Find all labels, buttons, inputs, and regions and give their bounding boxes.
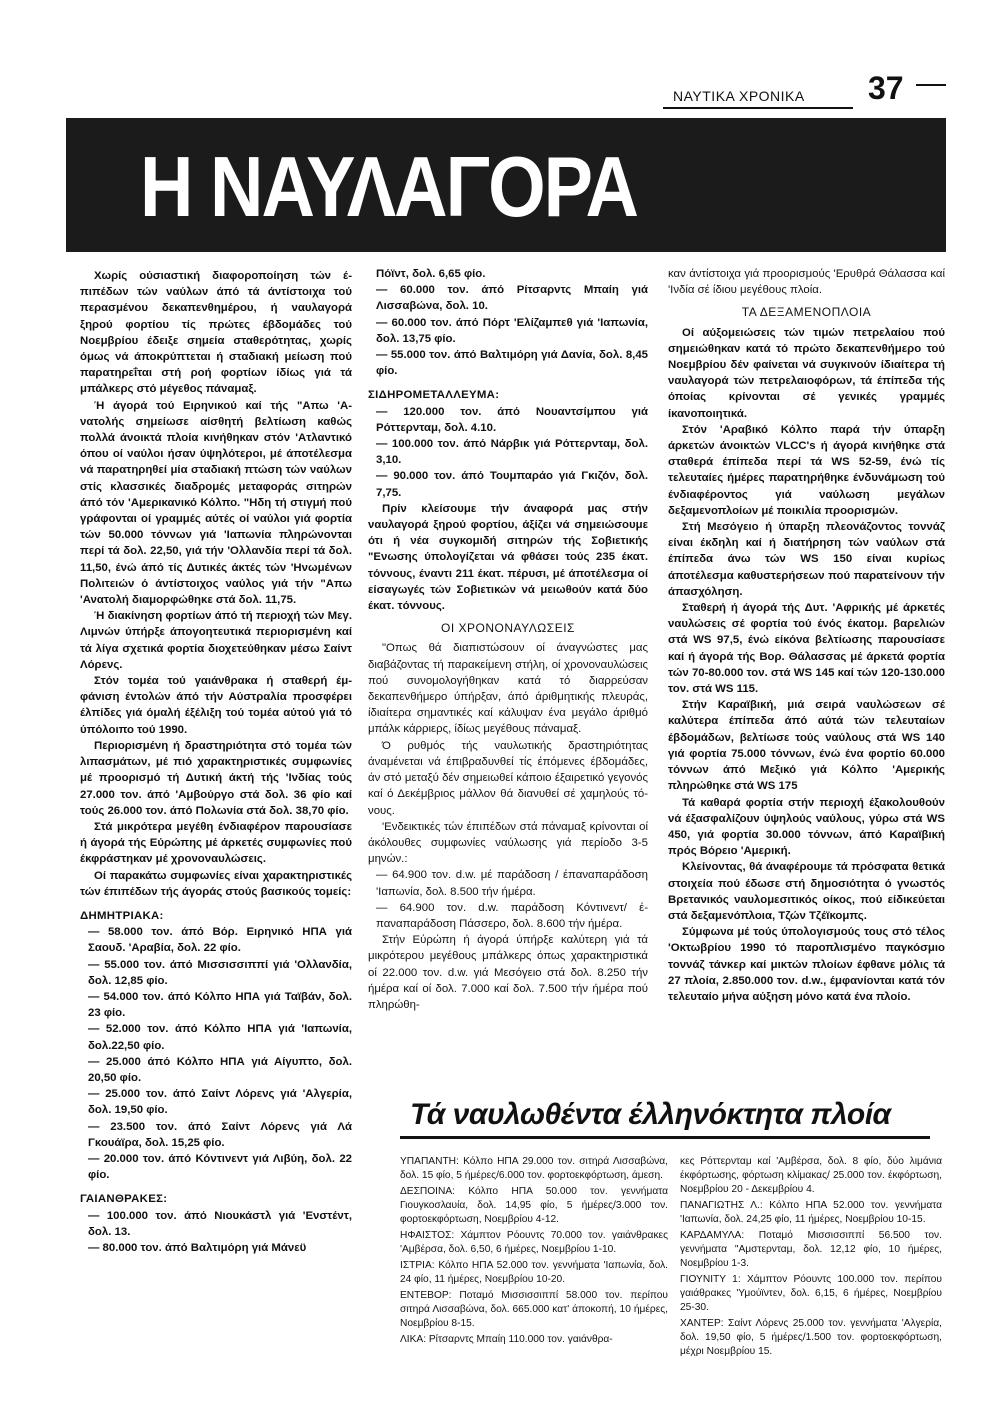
paragraph: Σταθερή ή άγορά τής Δυτ. 'Αφρικής μέ άρκετές ναυλώσεις σέ φορτία τού ένός έκατομ. βαρελιών στά WS 97,5, ένώ είκόνα βελτίωσης παρουσίασε καί ή άγορά τής Βορ. Θάλασσας μέ άρκετά φορτία τών 70-80.000 τον. στά WS 145 καί τών 120-130.000 τον. στά WS 115. (668, 602, 945, 696)
fixtures-title: Τά ναυλωθέντα έλληνόκτητα πλοία (410, 1098, 891, 1131)
subheading-timecharters: ΟΙ ΧΡΟΝΟΝΑΥΛΩΣΕΙΣ (441, 621, 575, 636)
paragraph: καν άντίστοιχα γιά προορισμούς 'Ερυθρά Θάλασσα καί 'Ινδία σέ ίδιου μεγέθους πλοία. (668, 268, 945, 297)
fixture-entry: ΥΠΑΠΑΝΤΗ: Κόλπο ΗΠΑ 29.000 τον. σιτηρά Λισσαβώνα, δολ. 15 φίο, 5 ήμέρες/6.000 τον. φορτοεκφόρτωση, άμεση. (400, 1156, 668, 1181)
list-item: — 120.000 τον. άπό Νουαντσίμπου γιά Ρόττερνταμ, δολ. 4.10. (376, 405, 648, 434)
paragraph: Στόν τομέα τού γαιάνθρακα ή σταθερή έμφάνιση έντολών άπό τήν Αύστραλία προσφέρει έλπίδες γιά όμαλή έξέλιξη τού τομέα αύτού γιά τό ύπόλοιπο τού 1990. (80, 675, 352, 736)
list-item: — 58.000 τον. άπό Βόρ. Ειρηνικό ΗΠΑ γιά Σαουδ. 'Αραβία, δολ. 22 φίο. (88, 926, 352, 955)
fixture-entry: ΧΑΝΤΕΡ: Σαίντ Λόρενς 25.000 τον. γεννήματα 'Αλγερία, δολ. 19,50 φίο, 5 ήμέρες/1.500 τον. φορτοεκφόρτωση, μέχρι Νοεμβρίου 15. (680, 1318, 942, 1357)
list-item: — 25.000 άπό Κόλπο ΗΠΑ γιά Αίγυπτο, δολ. 20,50 φίο. (88, 1055, 352, 1084)
list-item: — 23.500 τον. άπό Σαίντ Λόρενς γιά Λά Γκουάϊρα, δολ. 15,25 φίο. (88, 1120, 352, 1149)
page-number: 37 (868, 70, 904, 106)
article-column-2 (368, 266, 648, 1013)
list-item: — 100.000 τον. άπό Νιουκάστλ γιά 'Ενστέντ, δολ. 13. (88, 1209, 352, 1238)
subheading-grain: ΔΗΜΗΤΡΙΑΚΑ: (80, 909, 164, 922)
subheading-tankers: ΤΑ ΔΕΞΑΜΕΝΟΠΛΟΙΑ (741, 305, 872, 320)
paragraph: Σύμφωνα μέ τούς ύπολογισμούς τους στό τέλος 'Οκτωβρίου 1990 τό παροπλισμένο παγκόσμιο τοννάζ τάνκερ καί μικτών πλοίων έφθανε μόλις τά 27 πλοία, 2.850.000 τον. d.w., έμφανίονται κατά τόν τελευταίο μήνα αύξηση μόνο κατά ένα πλοίο. (668, 926, 945, 1003)
list-item: — 60.000 τον. άπό Πόρτ 'Ελίζαμπεθ γιά 'Ιαπωνία, δολ. 13,75 φίο. (376, 316, 648, 345)
header-rule (663, 107, 853, 109)
paragraph: Κλείνοντας, θά άναφέρουμε τά πρόσφατα θετικά στοιχεία πού έδωσε στή δημοσιότητα ό γνωστός Βρετανικός ναυλομεσιτικός οίκος, πού είδικεύεται στά δεξαμενόπλοια, Τζών Τζέϊκομπς. (668, 861, 945, 922)
list-item: — 64.900 τον. d.w. μέ παράδοση / έπαναπαράδοση 'Ιαπωνία, δολ. 8.500 τήν ήμέρα. (376, 869, 648, 898)
paragraph: Ή άγορά τού Ειρηνικού καί τής "Απω 'Ανατολής σημείωσε αίσθητή βελτίωση καθώς πολλά άνοικτά πλοία κινήθηκαν στόν 'Ατλαντικό όπου οί ναύλοι ήσαν ύψηλότεροι, μέ άποτέλεσμα νά παρατηρηθεί μία σταδιακή πτώση τών ναύλων στίς κλασσικές διαδρομές μεταφοράς σιτηρών άπό τόν 'Αμερικανικό Κόλπο. "Ηδη τή στιγμή πού γράφονται οί γραμμές αύτές οί ναύλοι γιά φορτία τών 50.000 τόννων γιά 'Ιαπωνία πληρώνονται περί τά δολ. 22,50, γιά τήν 'Ολλανδία περί τά δολ. 11,50, ένώ άπό τίς Δυτικές άκτές τών 'Ηνωμένων Πολιτειών ό άντίστοιχος ναύλος γιά τήν "Απω 'Ανατολή διαμορφώθηκε στά δολ. 11,75. (80, 399, 352, 607)
subheading-coal: ΓΑΙΑΝΘΡΑΚΕΣ: (80, 1193, 168, 1206)
fixture-entry: κες Ρόττερνταμ καί 'Αμβέρσα, δολ. 8 φίο, δύο λιμάνια έκφόρτωσης, φόρτωση κλίμακας/ 25.000 τον. έκφόρτωση, Νοεμβρίου 20 - Δεκεμβρίου 4. (680, 1156, 942, 1195)
fixture-entry: ΙΣΤΡΙΑ: Κόλπο ΗΠΑ 52.000 τον. γεννήματα 'Ιαπωνία, δολ. 24 φίο, 11 ήμέρες, Νοεμβρίου 10-20. (400, 1260, 668, 1285)
article-column-3 (668, 266, 945, 1005)
list-item: — 80.000 τον. άπό Βαλτιμόρη γιά Μάνεϋ (88, 1241, 307, 1254)
list-item: — 25.000 τον. άπό Σαίντ Λόρενς γιά 'Αλγερία, δολ. 19,50 φίο. (88, 1088, 352, 1117)
fixture-entry: ΠΑΝΑΓΙΩΤΗΣ Λ.: Κόλπο ΗΠΑ 52.000 τον. γεννήματα 'Ιαπωνία, δολ. 24,25 φίο, 11 ήμέρες, Νοεμβρίου 10-15. (680, 1200, 942, 1225)
fixture-entry: ΚΑΡΔΑΜΥΛΑ: Ποταμό Μισσισσιππί 56.500 τον. γεννήματα "Αμστερνταμ, δολ. 12,12 φίο, 10 ήμέρες, Νοεμβρίου 1-3. (680, 1230, 942, 1269)
list-item: — 20.000 τον. άπό Κόντινεντ γιά Λιβύη, δολ. 22 φίο. (88, 1152, 352, 1182)
paragraph: Στήν Καραϊβική, μιά σειρά ναυλώσεων σέ καλύτερα έπίπεδα άπό αύτά τών τελευταίων έβδομάδων, βελτίωσε τούς ναύλους στά WS 140 γιά φορτία 75.000 τόννων, ένώ ένα φορτίο 60.000 τόννων άπό Μεξικό γιά Κόλπο 'Αμερικής πληρώθηκε στά WS 175 (668, 699, 945, 793)
paragraph: Στή Μεσόγειο ή ύπαρξη πλεονάζοντος τοννάζ είναι έκδηλη καί ή διατήρηση τών ναύλων στά έπίπεδα άνω τών WS 150 είναι κυρίως άποτέλεσμα καθυστερήσεων πού παρατείνουν τήν άπασχόληση. (668, 521, 945, 598)
fixtures-column-right (680, 1155, 942, 1361)
paragraph: Πρίν κλείσουμε τήν άναφορά μας στήν ναυλαγορά ξηρού φορτίου, άξίζει νά σημειώσουμε ότι ή νέα συγκομιδή σιτηρών τής Σοβιετικής "Ενωσης ύπολογίζεται νά φθάσει τούς 235 έκατ. τόννους, έναντι 211 έκατ. πέρυσι, μέ άποτέλεσμα οί είσαγωγές τών Σοβιετικών νά μειωθούν κατά δύο έκατ. τόννους. (368, 502, 648, 613)
paragraph: Ή διακίνηση φορτίων άπό τή περιοχή τών Μεγ. Λιμνών ύπήρξε άπογοητευτικά περιορισμένη καί τά λίγα σχετικά φορτία διοχετεύθηκαν μέσω Σαίντ Λόρενς. (80, 610, 352, 671)
list-item: — 64.900 τον. d.w. παράδοση Κόντινεντ/ έπαναπαράδοση Πάσσερο, δολ. 8.600 τήν ήμέρα. (376, 901, 648, 930)
paragraph: Ό ρυθμός τής ναυλωτικής δραστηριότητας άναμένεται νά έπιβραδυνθεί τίς έπόμενες έβδομάδες, άν στό μεταξύ δέν σημειωθεί κάποιο έξαιρετικό γεγονός καί ό Δεκέμβριος μάλλον θά διανυθεί σέ χαμηλούς τόνους. (368, 739, 648, 817)
paragraph: Οί παρακάτω συμφωνίες είναι χαρακτηριστικές τών έπιπέδων τής άγοράς στούς βασικούς τομείς: (80, 869, 352, 898)
list-item: — 55.000 τον. άπό Βαλτιμόρη γιά Δανία, δολ. 8,45 φίο. (376, 349, 648, 378)
list-item: — 55.000 τον. άπό Μισσισσιππί γιά 'Ολλανδία, δολ. 12,85 φίο. (88, 958, 352, 987)
fixture-entry: ΗΦΑΙΣΤΟΣ: Χάμπτον Ρόουντς 70.000 τον. γαιάνθρακες 'Αμβέρσα, δολ. 6,50, 6 ήμέρες, Νοεμβρίου 1-10. (400, 1230, 668, 1255)
fixture-entry: ΔΕΣΠΟΙΝΑ: Κόλπο ΗΠΑ 50.000 τον. γεννήματα Γιουγκοσλαυία, δολ. 14,95 φίο, 5 ήμέρες/3.000 τον. φορτοεκφόρτωση, Νοεμβρίου 4-12. (400, 1186, 668, 1225)
list-item: — 60.000 τον. άπό Ρίτσαρντς Μπαίη γιά Λισσαβώνα, δολ. 10. (376, 284, 648, 313)
paragraph: Τά καθαρά φορτία στήν περιοχή έξακολουθούν νά έξασφαλίζουν ύψηλούς ναύλους, γύρω στά WS 450, γιά φορτία 30.000 τόννων, άπό Καραϊβική πρός Βόρειο 'Αμερική. (668, 796, 945, 858)
publication-name: ΝΑΥΤΙΚΑ ΧΡΟΝΙΚΑ (673, 88, 805, 104)
section-title: Η ΝΑΥΛΑΓΟΡΑ (140, 139, 637, 235)
paragraph: Περιορισμένη ή δραστηριότητα στό τομέα τών λιπασμάτων, μέ πιό χαρακτηριστικές συμφωνίες μέ προορισμό τή Δυτική άκτή τής 'Ινδίας τούς 27.000 τον. άπό 'Αμβούργο στά δολ. 36 φίο καί τούς 26.000 τον. άπό Πολωνία στά δολ. 38,70 φίο. (80, 739, 352, 817)
paragraph: Οί αύξομειώσεις τών τιμών πετρελαίου πού σημειώθηκαν κατά τό πρώτο δεκαπενθήμερο τού Νοεμβρίου δέν φαίνεται νά συγκινούν ίδιαίτερα τή ναυλαγορά τών πετρελαιοφόρων, τά έπίπεδα τής όποίας κρίνονται σέ γενικές γραμμές ίκανοποιητικά. (668, 326, 945, 420)
paragraph: Στήν Εύρώπη ή άγορά ύπήρξε καλύτερη γιά τά μικρότερου μεγέθους μπάλκερς όπως χαρακτηριστικά οί 22.000 τον. d.w. γιά Μεσόγειο στά δολ. 8.250 τήν ήμέρα καί οί δολ. 7.000 καί δολ. 7.500 τήν ήμέρα πού πληρώθη- (368, 934, 648, 1011)
fixture-entry: ΓΙΟΥΝΙΤΥ 1: Χάμπτον Ρόουντς 100.000 τον. περίπου γαιάθρακες 'Υμούϊντεν, δολ. 6,15, 6 ήμέρες, Νοεμβρίου 25-30. (680, 1274, 942, 1313)
list-item: — 90.000 τον. άπό Τουμπαράο γιά Γκιζόν, δολ. 7,75. (376, 470, 648, 499)
fixture-entry: ΛΙΚΑ: Ρίτσαρντς Μπαίη 110.000 τον. γαιάνθρα- (400, 1334, 613, 1345)
paragraph: Στά μικρότερα μεγέθη ένδιαφέρον παρουσίασε ή άγορά τής Εύρώπης μέ άρκετές συμφωνίες πού έκφράστηκαν μέ χρονοναυλώσεις. (80, 820, 352, 866)
paragraph: "Οπως θά διαπιστώσουν οί άναγνώστες μας διαβάζοντας τή παρακείμενη στήλη, οί χρονοναυλώσεις πού συνομολογήθηκαν κατά τό διαρρεύσαν δεκαπενθήμερο ύπήρξαν, άπό άριθμητικής πλευράς, ίδιαίτερα σημαντικές καί κάλυψαν ένα μεγάλο άριθμό μπάλκ κάρριερς, ίδίως μεγέθους πάναμαξ. (368, 642, 648, 736)
article-column-1 (80, 268, 352, 1256)
list-item: — 100.000 τον. άπό Νάρβικ γιά Ρόττερνταμ, δολ. 3,10. (376, 438, 648, 467)
fixtures-column-left (400, 1155, 668, 1349)
list-item: — 54.000 τον. άπό Κόλπο ΗΠΑ γιά Ταϊβάν, δολ. 23 φίο. (88, 990, 352, 1020)
fixture-entry: ΕΝΤΕΒΟΡ: Ποταμό Μισσισσιππί 58.000 τον. περίπου σιτηρά Λισσαβώνα, δολ. 665.000 κατ' άποκοπή, 10 ήμέρες, Νοεμβρίου 8-15. (400, 1290, 668, 1329)
paragraph: Χωρίς ούσιαστική διαφοροποίηση τών έπιπέδων τών ναύλων άπό τά άντίστοιχα τού περασμένου δεκαπενθημέρου, ή ναυλαγορά ξηρού φορτίου τίς πρώτες έβδομάδες τού Νοεμβρίου έδειξε σημεία σταθερότητας, χωρίς όμως νά άποκρύπτεται ή σταδιακή μείωση πού παρατηρεΐται στή ροή φορτίων ίδίως γιά τά μπάλκερς στό μέγεθος πάναμαξ. (80, 270, 352, 396)
header-rule-right (916, 84, 946, 86)
list-item: Πόϊντ, δολ. 6,65 φίο. (376, 268, 486, 280)
list-item: — 52.000 τον. άπό Κόλπο ΗΠΑ γιά 'Ιαπωνία, δολ.22,50 φίο. (88, 1023, 352, 1052)
subheading-ore: ΣΙΔΗΡΟΜΕΤΑΛΛΕΥΜΑ: (368, 389, 500, 402)
paragraph: Στόν 'Αραβικό Κόλπο παρά τήν ύπαρξη άρκετών άνοικτών VLCC's ή άγορά κινήθηκε στά σταθερά έπίπεδα περί τά WS 52-59, ένώ τίς τελευταίες ήμέρες παρατηρήθηκε ένδυνάμωση τού ένδιαφέροντος γιά ναύλωση μεγάλων δεξαμενοπλοίων μέ ποικιλία προορισμών. (668, 423, 945, 517)
fixtures-title-underline (400, 1136, 930, 1139)
paragraph: 'Ενδεικτικές τών έπιπέδων στά πάναμαξ κρίνονται οί άκόλουθες συμφωνίες ναύλωσης γιά περίοδο 3-5 μηνών.: (368, 820, 648, 866)
